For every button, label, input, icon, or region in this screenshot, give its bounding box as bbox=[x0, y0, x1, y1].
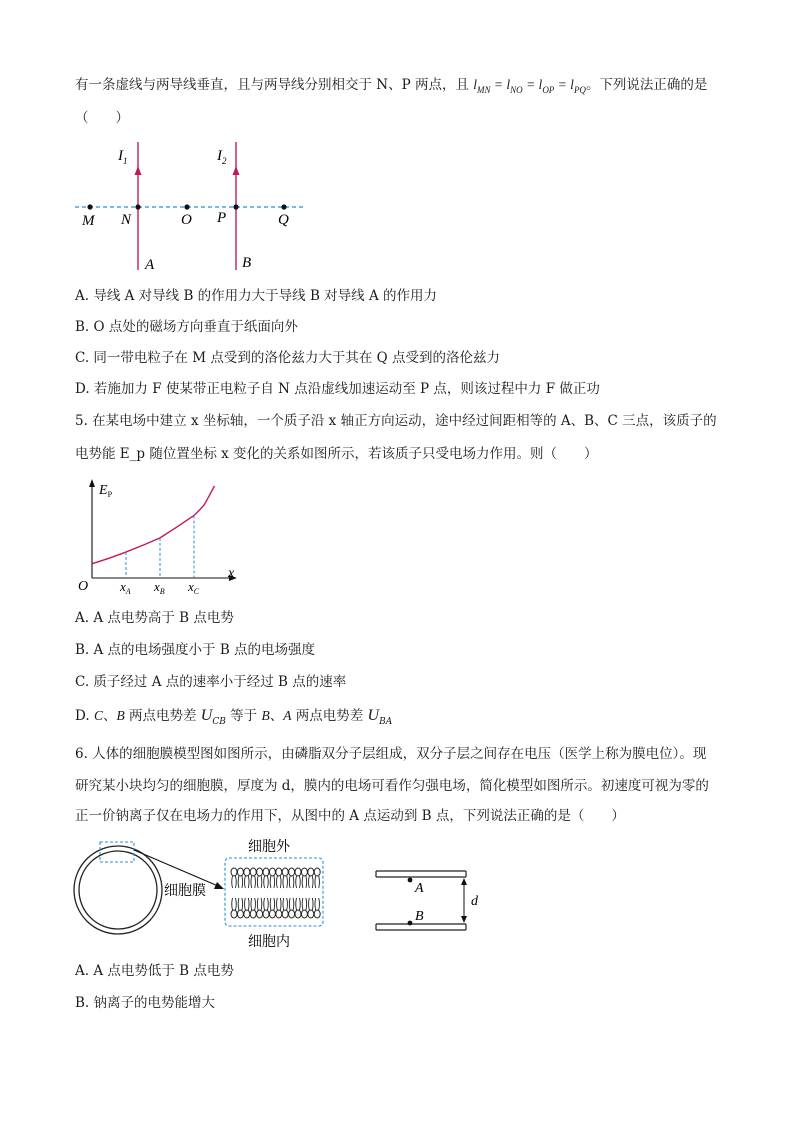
label-wire-a: A bbox=[145, 257, 155, 273]
lipid-head bbox=[289, 910, 295, 918]
lipid-head bbox=[276, 910, 282, 918]
lipid-tail bbox=[264, 876, 269, 888]
inside-label: 细胞内 bbox=[248, 935, 290, 950]
lipid-tail bbox=[302, 876, 307, 888]
origin-label: O bbox=[78, 579, 89, 594]
lipid-tail bbox=[264, 898, 269, 910]
y-axis-arrow-icon bbox=[89, 479, 95, 487]
label-n: N bbox=[121, 212, 132, 228]
lipid-head bbox=[282, 868, 288, 876]
lipid-head bbox=[301, 910, 307, 918]
lipid-head bbox=[263, 910, 269, 918]
q6-membrane-figure bbox=[72, 834, 502, 954]
lipid-tail bbox=[270, 898, 275, 910]
point-p bbox=[233, 204, 238, 209]
cell-inner-circle bbox=[79, 851, 157, 929]
lipid-tail bbox=[232, 876, 237, 888]
lipid-head bbox=[295, 868, 301, 876]
lipid-tail bbox=[245, 898, 250, 910]
point-n bbox=[135, 204, 140, 209]
wire-a-arrow-icon bbox=[135, 166, 142, 175]
label-q: Q bbox=[278, 212, 289, 228]
point-q bbox=[281, 204, 286, 209]
lipid-tail bbox=[277, 898, 282, 910]
q5-option-b: B. A 点的电场强度小于 B 点的电场强度 bbox=[75, 642, 316, 658]
lipid-head bbox=[282, 910, 288, 918]
q6-option-a: A. A 点电势低于 B 点电势 bbox=[75, 963, 234, 979]
lipid-tail bbox=[289, 898, 294, 910]
lipid-tail bbox=[270, 876, 275, 888]
xlabel: x bbox=[228, 566, 235, 581]
lipid-tail bbox=[245, 876, 250, 888]
x-tick-label: $x_B$ bbox=[154, 579, 165, 596]
q5-ep-x-chart bbox=[72, 476, 252, 601]
q4-option-a: A. 导线 A 对导线 B 的作用力大于导线 B 对导线 A 的作用力 bbox=[75, 288, 438, 304]
q4-answer-paren: （ ） bbox=[75, 110, 129, 126]
label-o: O bbox=[181, 212, 192, 228]
lipid-tail bbox=[238, 876, 243, 888]
q4-option-b: B. O 点处的磁场方向垂直于纸面向外 bbox=[75, 319, 298, 335]
lipid-tail bbox=[296, 876, 301, 888]
label-b: B bbox=[415, 909, 424, 924]
q4-stem-text: 有一条虚线与两导线垂直，且与两导线分别相交于 N、P 两点，且 bbox=[75, 77, 469, 93]
q5-stem-line-2: 电势能 E_p 随位置坐标 x 变化的关系如图所示，若该质子只受电场力作用。则（ ） bbox=[75, 446, 598, 462]
lipid-head bbox=[250, 910, 256, 918]
lipid-head bbox=[289, 868, 295, 876]
q5-option-a: A. A 点电势高于 B 点电势 bbox=[75, 610, 234, 626]
lipid-head bbox=[314, 910, 320, 918]
lipid-tail bbox=[283, 876, 288, 888]
lipid-tail bbox=[257, 898, 262, 910]
lipid-tail bbox=[315, 876, 320, 888]
lipid-tail bbox=[302, 898, 307, 910]
q4-stem-line bbox=[75, 75, 707, 100]
point-a-dot bbox=[408, 878, 413, 883]
q6-stem-line-1: 6. 人体的细胞膜模型图如图所示，由磷脂双分子层组成，双分子层之间存在电压（医学上称为膜电位）。现 bbox=[75, 746, 707, 762]
q4-wires-figure bbox=[72, 140, 312, 275]
q4-condition: $l_{MN} = l_{NO} = l_{OP} = l_{PQ}$ bbox=[473, 77, 586, 95]
lipid-head bbox=[308, 910, 314, 918]
lipid-tail bbox=[257, 876, 262, 888]
lipid-head bbox=[269, 868, 275, 876]
lipid-head bbox=[295, 910, 301, 918]
lipid-head bbox=[231, 868, 237, 876]
lipid-head bbox=[257, 868, 263, 876]
lipid-tail bbox=[315, 898, 320, 910]
label-d: d bbox=[471, 894, 478, 909]
lipid-head bbox=[257, 910, 263, 918]
lipid-head bbox=[231, 910, 237, 918]
q4-stem-tail: 。下列说法正确的是 bbox=[585, 77, 708, 93]
q6-stem-line-2: 研究某小块均匀的细胞膜，厚度为 d，膜内的电场可看作匀强电场，简化模型如图所示。初速度可视为零的 bbox=[75, 778, 709, 794]
lipid-tail bbox=[277, 876, 282, 888]
point-m bbox=[87, 204, 92, 209]
label-a: A bbox=[415, 881, 424, 896]
lipid-head bbox=[244, 868, 250, 876]
point-b-dot bbox=[408, 921, 413, 926]
q6-option-b: B. 钠离子的电势能增大 bbox=[75, 995, 216, 1011]
lipid-tail bbox=[251, 898, 256, 910]
lipid-head bbox=[250, 868, 256, 876]
current-2-label: $I_2$ bbox=[217, 148, 227, 166]
label-wire-b: B bbox=[242, 255, 252, 271]
lipid-tail bbox=[309, 876, 314, 888]
lipid-tail bbox=[289, 876, 294, 888]
label-m: M bbox=[82, 213, 95, 229]
lipid-head bbox=[276, 868, 282, 876]
label-p: P bbox=[217, 210, 227, 226]
thickness-arrow-up-icon bbox=[461, 878, 467, 885]
lipid-head bbox=[301, 868, 307, 876]
lipid-head bbox=[314, 868, 320, 876]
ylabel: $E_P$ bbox=[99, 483, 113, 499]
outside-label: 细胞外 bbox=[248, 840, 290, 855]
lipid-tail bbox=[232, 898, 237, 910]
zoom-arrow-head-icon bbox=[214, 882, 224, 889]
lipid-tail bbox=[296, 898, 301, 910]
q5-option-c: C. 质子经过 A 点的速率小于经过 B 点的速率 bbox=[75, 674, 347, 690]
cell-outer-circle bbox=[74, 846, 162, 934]
q5-option-d: D. C、B 两点电势差 $U_{CB}$ 等于 B、A 两点电势差 $U_{BA}$ bbox=[75, 707, 393, 727]
lipid-tail bbox=[238, 898, 243, 910]
x-tick-label: $x_A$ bbox=[120, 579, 131, 596]
x-tick-label: $x_C$ bbox=[188, 579, 200, 596]
lipid-tail bbox=[309, 898, 314, 910]
q4-option-c: C. 同一带电粒子在 M 点受到的洛伦兹力大于其在 Q 点受到的洛伦兹力 bbox=[75, 350, 500, 366]
wire-b-arrow-icon bbox=[233, 166, 240, 175]
lipid-head bbox=[263, 868, 269, 876]
q4-option-d: D. 若施加力 F 使某带正电粒子自 N 点沿虚线加速运动至 P 点，则该过程中力 F 做正功 bbox=[75, 381, 600, 397]
lipid-head bbox=[237, 868, 243, 876]
q5-stem-line-1: 5. 在某电场中建立 x 坐标轴，一个质子沿 x 轴正方向运动，途中经过间距相等的 A、B、C 三点，该质子的 bbox=[75, 413, 717, 429]
q6-stem-line-3: 正一价钠离子仅在电场力的作用下，从图中的 A 点运动到 B 点，下列说法正确的是（ ） bbox=[75, 808, 625, 824]
point-o bbox=[184, 204, 189, 209]
membrane-label: 细胞膜 bbox=[164, 884, 206, 899]
lipid-head bbox=[244, 910, 250, 918]
thickness-arrow-down-icon bbox=[461, 916, 467, 923]
zoom-arrow-line bbox=[134, 850, 218, 886]
lipid-head bbox=[237, 910, 243, 918]
current-1-label: $I_1$ bbox=[118, 148, 128, 166]
lipid-tail bbox=[283, 898, 288, 910]
lipid-head bbox=[308, 868, 314, 876]
phospholipid-bilayer bbox=[231, 868, 320, 918]
lipid-head bbox=[269, 910, 275, 918]
lipid-tail bbox=[251, 876, 256, 888]
